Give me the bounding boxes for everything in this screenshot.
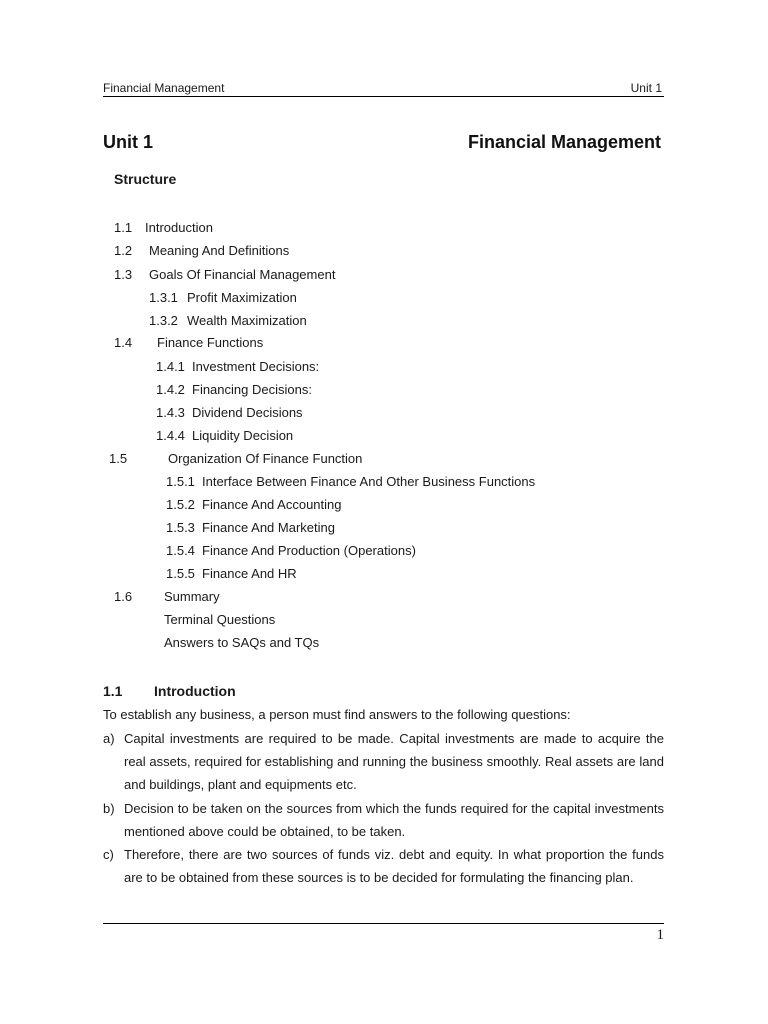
running-header xyxy=(103,82,664,97)
list-item-text: Capital investments are required to be made. Capital investments are made to acquire the real assets, required for establishing and running the business smoothly. Real assets are land and buildings, plant and equipments etc. xyxy=(124,731,664,793)
toc-number: 1.4.3 xyxy=(156,405,185,420)
unit-title: Unit 1 xyxy=(103,132,154,152)
toc-text: Profit Maximization xyxy=(187,290,297,305)
toc-text: Finance And Marketing xyxy=(202,520,335,535)
list-item-text: Decision to be taken on the sources from which the funds required for the capital investments mentioned above could be obtained, to be taken. xyxy=(124,800,664,839)
list-marker: c) xyxy=(103,847,114,863)
header-left: Financial Management xyxy=(103,81,225,95)
list-item xyxy=(103,727,664,797)
header-right: Unit 1 xyxy=(630,81,662,95)
toc-text: Interface Between Finance And Other Business Functions xyxy=(202,474,536,489)
toc-number: 1.3.1 xyxy=(149,290,178,305)
chapter-title: Financial Management xyxy=(467,132,661,152)
toc-number: 1.5.3 xyxy=(166,520,195,535)
toc-number: 1.5.5 xyxy=(166,566,195,581)
toc-text: Finance Functions xyxy=(157,335,264,350)
toc-text: Finance And HR xyxy=(202,566,297,581)
toc-number: 1.4.1 xyxy=(156,359,185,374)
toc-number: 1.5.1 xyxy=(166,474,195,489)
toc-text: Organization Of Finance Function xyxy=(168,451,363,466)
list-item-text: Therefore, there are two sources of funds viz. debt and equity. In what proportion the funds are to be obtained from these sources is to be decided for formulating the financing plan. xyxy=(124,847,664,886)
list-marker: b) xyxy=(103,800,115,816)
section-number: 1.1 xyxy=(103,683,123,699)
toc-text: Wealth Maximization xyxy=(187,313,307,328)
list-item xyxy=(103,843,664,889)
toc-text: Terminal Questions xyxy=(164,612,276,627)
toc-text: Dividend Decisions xyxy=(192,405,303,420)
toc-text: Financing Decisions: xyxy=(192,382,312,397)
section-title: Introduction xyxy=(154,683,236,699)
toc-text: Finance And Production (Operations) xyxy=(202,543,416,558)
question-list xyxy=(103,727,664,889)
toc-number: 1.3 xyxy=(114,267,133,282)
toc-number: 1.3.2 xyxy=(149,313,178,328)
page-number: 1 xyxy=(656,927,664,943)
list-marker: a) xyxy=(103,731,115,746)
toc-text: Investment Decisions: xyxy=(192,359,320,374)
toc-text: Meaning And Definitions xyxy=(149,243,290,258)
list-item xyxy=(103,797,664,843)
toc-number: 1.1 xyxy=(114,220,133,235)
intro-paragraph: To establish any business, a person must find answers to the following questions: xyxy=(103,707,571,722)
toc-number: 1.4.4 xyxy=(156,428,185,443)
toc-text: Goals Of Financial Management xyxy=(149,267,336,282)
toc-number: 1.4 xyxy=(114,335,133,350)
toc-text: Liquidity Decision xyxy=(192,428,294,443)
toc-text: Introduction xyxy=(145,220,213,235)
toc-number: 1.2 xyxy=(114,243,133,258)
toc-text: Answers to SAQs and TQs xyxy=(164,635,320,650)
toc-text: Summary xyxy=(164,589,220,604)
toc-number: 1.5 xyxy=(109,451,128,466)
toc-text: Finance And Accounting xyxy=(202,497,342,512)
footer-rule xyxy=(103,923,664,924)
toc-number: 1.5.4 xyxy=(166,543,195,558)
toc-number: 1.5.2 xyxy=(166,497,195,512)
structure-label: Structure xyxy=(114,171,177,187)
toc-number: 1.6 xyxy=(114,589,133,604)
toc-number: 1.4.2 xyxy=(156,382,185,397)
